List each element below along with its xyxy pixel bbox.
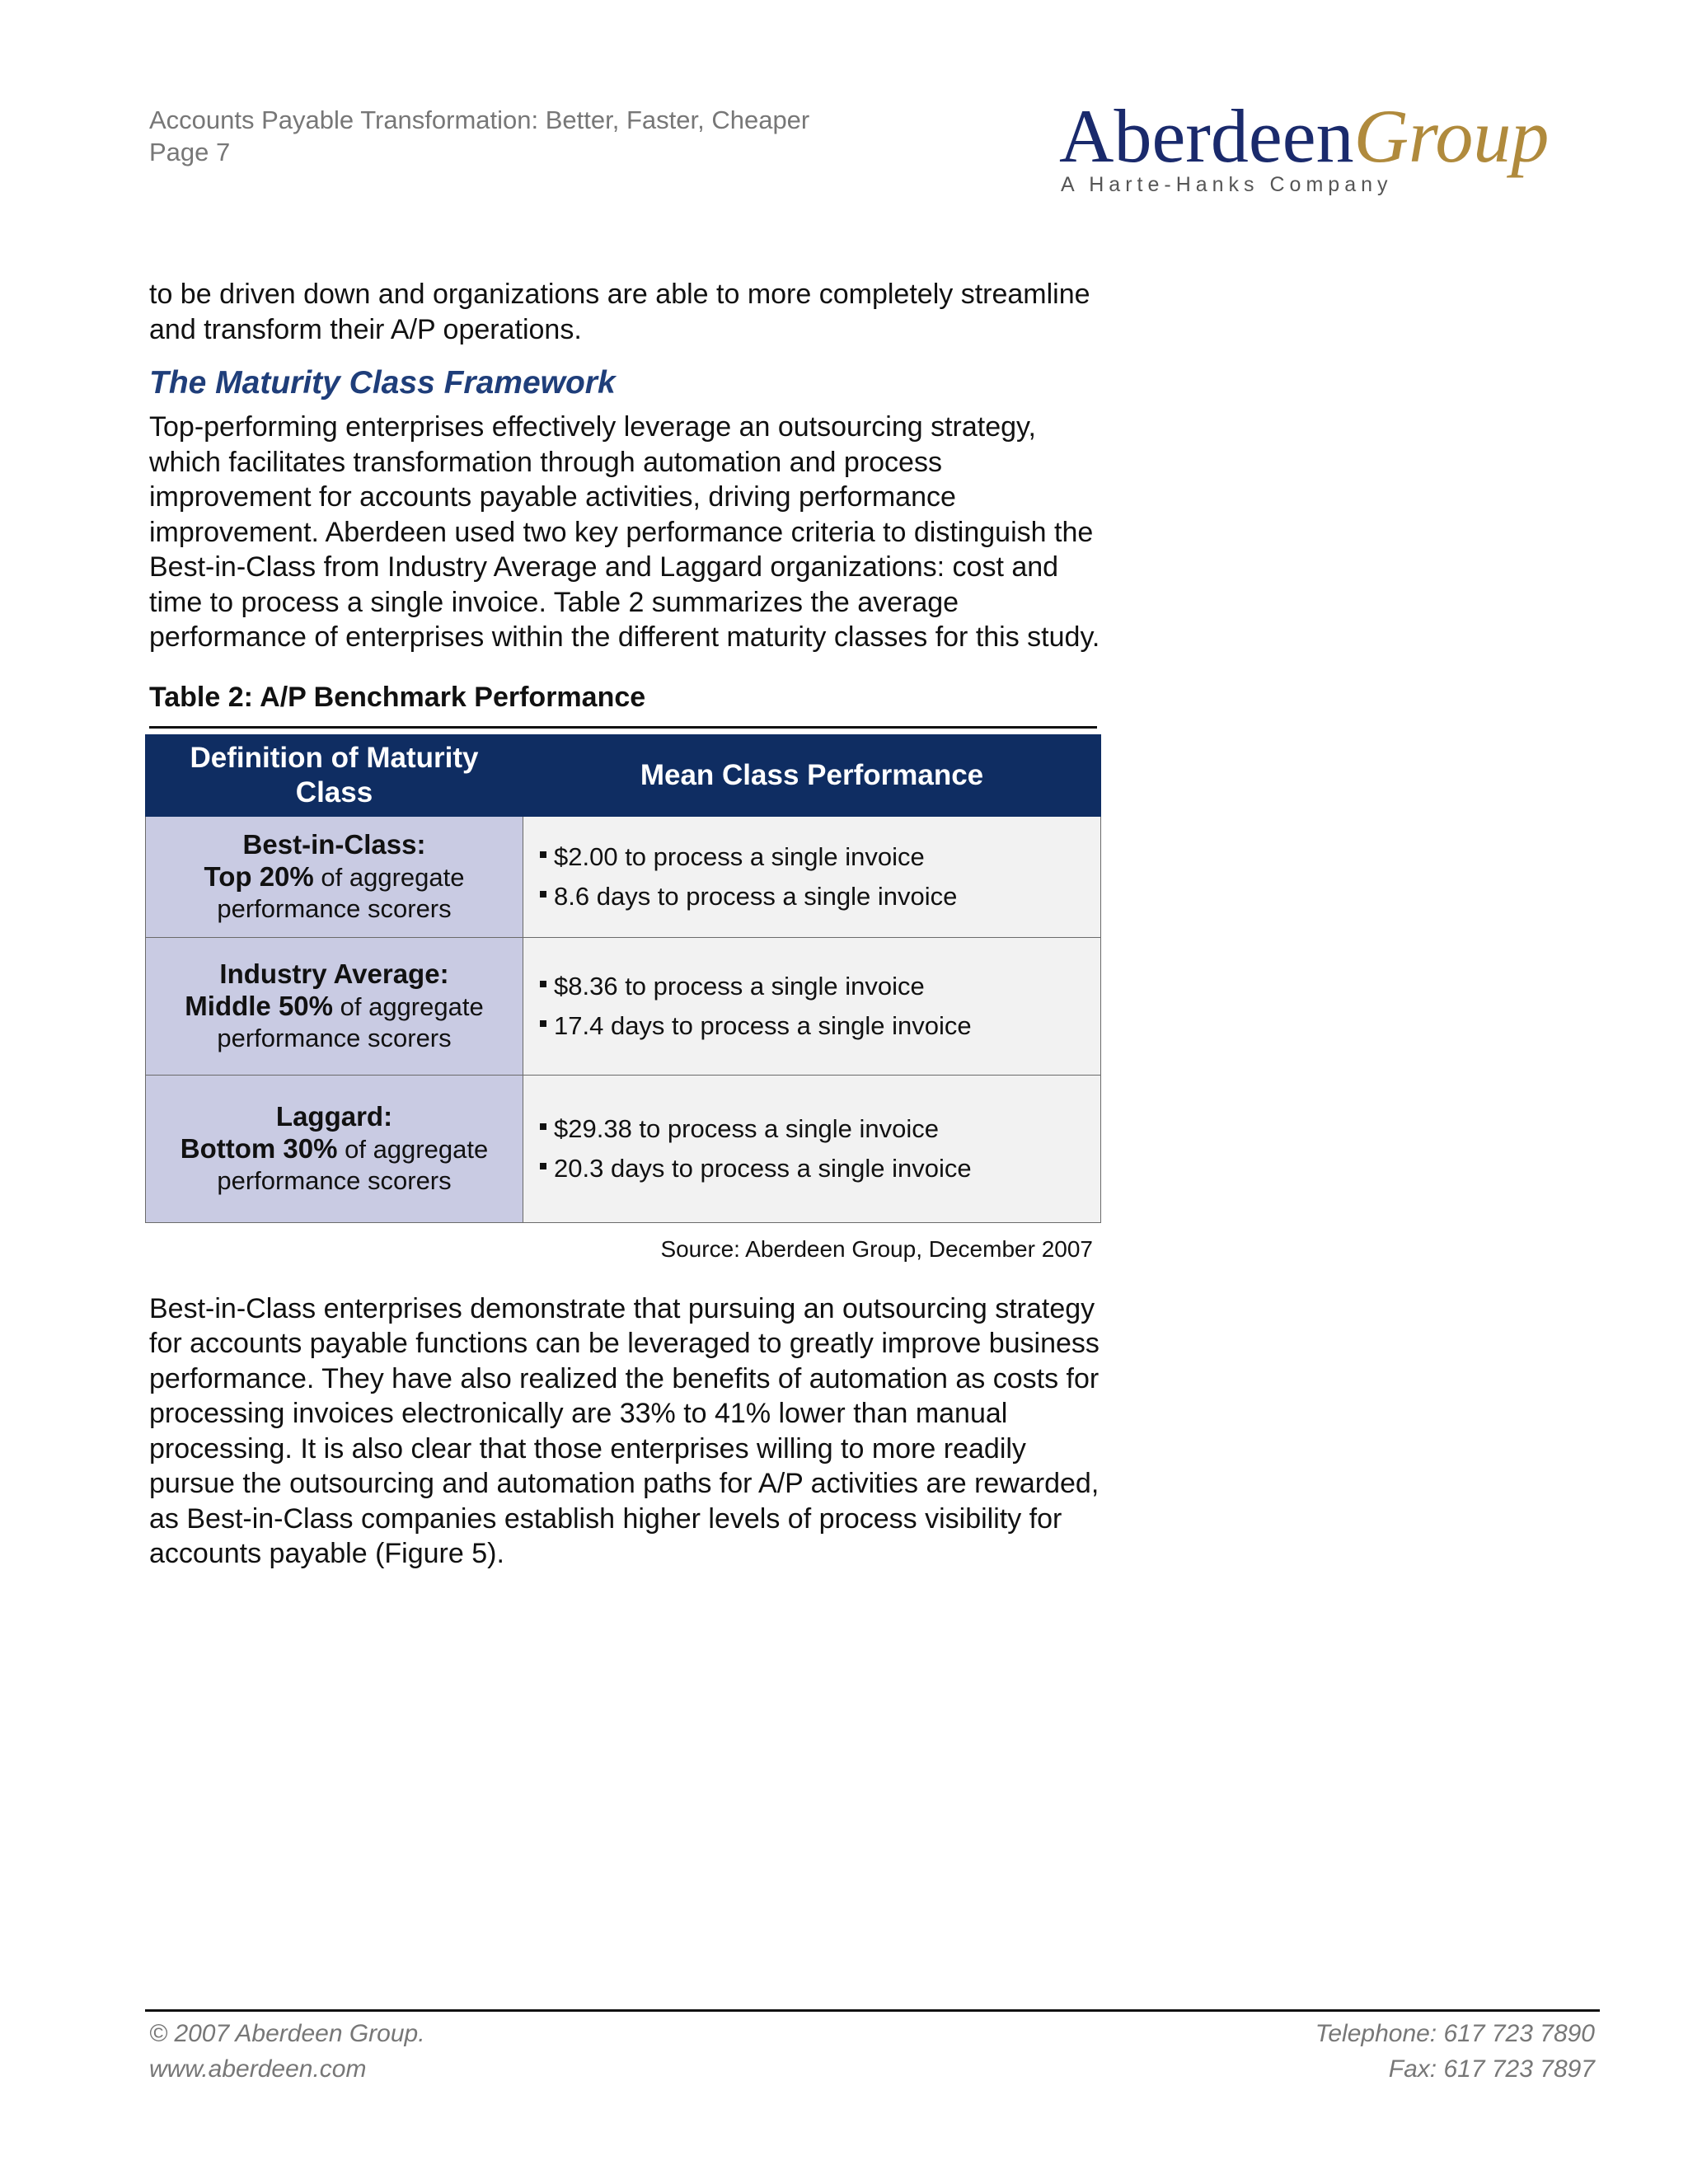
class-range: Top 20% bbox=[204, 860, 314, 892]
class-desc: of aggregate bbox=[337, 1134, 489, 1164]
bullet-item bbox=[540, 1151, 1084, 1187]
bullet-item bbox=[540, 1111, 1084, 1147]
aberdeen-group-logo bbox=[1059, 94, 1550, 197]
class-desc-line2: performance scorers bbox=[217, 1023, 452, 1052]
logo-name-part2: Group bbox=[1353, 94, 1550, 178]
benchmark-table bbox=[145, 734, 1101, 1223]
page-number: Page 7 bbox=[149, 138, 231, 166]
table-header-row bbox=[146, 734, 1101, 816]
table-source: Source: Aberdeen Group, December 2007 bbox=[660, 1235, 1093, 1262]
class-range: Bottom 30% bbox=[180, 1132, 338, 1164]
main-content bbox=[149, 277, 1105, 1572]
class-name: Best-in-Class: bbox=[242, 828, 426, 860]
table-row-best-in-class bbox=[146, 816, 1101, 937]
class-range: Middle 50% bbox=[185, 990, 333, 1021]
class-name: Laggard: bbox=[275, 1100, 393, 1132]
table-row-laggard bbox=[146, 1075, 1101, 1222]
class-desc: of aggregate bbox=[313, 862, 465, 892]
logo-name-part1: Aberdeen bbox=[1059, 94, 1354, 178]
logo-tagline: A Harte-Hanks Company bbox=[1061, 173, 1393, 196]
bullet-square-icon bbox=[540, 1123, 546, 1130]
bullet-item bbox=[540, 968, 1084, 1005]
footer-fax: Fax: 617 723 7897 bbox=[1388, 2055, 1595, 2083]
maturity-class-cell bbox=[146, 1075, 523, 1222]
body-paragraph-2: Best-in-Class enterprises demonstrate that pursuing an outsourcing strategy for accounts payable functions can be leveraged to greatly improve business performance. They have also realized the benefits of automation as costs for processing invoices electronically are 33% to 41% lower than manual processing. It is also clear that those enterprises willing to more readily pursue the outsourcing and automation paths for A/P activities are rewarded, as Best-in-Class companies establish higher levels of process visibility for accounts payable (Figure 5). bbox=[149, 1292, 1100, 1569]
performance-cell bbox=[523, 937, 1101, 1075]
class-desc-line2: performance scorers bbox=[217, 1165, 452, 1195]
class-name: Industry Average: bbox=[219, 958, 449, 989]
maturity-class-cell bbox=[146, 937, 523, 1075]
performance-cell bbox=[523, 816, 1101, 937]
bullet-text: 20.3 days to process a single invoice bbox=[554, 1153, 972, 1183]
bullet-text: $2.00 to process a single invoice bbox=[554, 841, 925, 871]
bullet-text: 8.6 days to process a single invoice bbox=[554, 881, 958, 911]
table-title: Table 2: A/P Benchmark Performance bbox=[149, 681, 646, 713]
document-title: Accounts Payable Transformation: Better, Faster, Cheaper bbox=[149, 105, 810, 134]
footer-copyright: © 2007 Aberdeen Group. bbox=[149, 2020, 425, 2047]
class-desc-line2: performance scorers bbox=[217, 893, 452, 923]
column-header-mean-performance: Mean Class Performance bbox=[523, 734, 1101, 816]
bullet-text: $8.36 to process a single invoice bbox=[554, 971, 925, 1001]
footer-divider bbox=[145, 2009, 1600, 2012]
section-heading: The Maturity Class Framework bbox=[149, 365, 616, 401]
bullet-square-icon bbox=[540, 1020, 546, 1027]
body-paragraph-1: Top-performing enterprises effectively leverage an outsourcing strategy, which facilitates transformation through automation and process improvement for accounts payable activities, driving performance improvement. Aberdeen used two key performance criteria to distinguish the Best-in-Class from Industry Average and Laggard organizations: cost and time to process a single invoice. Table 2 summarizes the average performance of enterprises within the different maturity classes for this study. bbox=[149, 411, 1100, 653]
bullet-square-icon bbox=[540, 981, 546, 987]
bullet-square-icon bbox=[540, 1163, 546, 1169]
footer-website-link[interactable]: www.aberdeen.com bbox=[149, 2055, 367, 2083]
page-header bbox=[149, 104, 809, 168]
bullet-square-icon bbox=[540, 851, 546, 858]
performance-cell bbox=[523, 1075, 1101, 1222]
logo-wordmark bbox=[1059, 94, 1550, 178]
table-title-rule bbox=[149, 726, 1097, 729]
bullet-item bbox=[540, 879, 1084, 915]
footer-left bbox=[149, 2016, 425, 2087]
table-row-industry-average bbox=[146, 937, 1101, 1075]
class-desc: of aggregate bbox=[333, 991, 484, 1021]
footer-right bbox=[1315, 2016, 1595, 2087]
bullet-text: 17.4 days to process a single invoice bbox=[554, 1010, 972, 1040]
maturity-class-cell bbox=[146, 816, 523, 937]
bullet-item bbox=[540, 1008, 1084, 1044]
footer-telephone: Telephone: 617 723 7890 bbox=[1315, 2020, 1595, 2047]
column-header-maturity-class: Definition of Maturity Class bbox=[146, 734, 523, 816]
bullet-item bbox=[540, 839, 1084, 875]
bullet-text: $29.38 to process a single invoice bbox=[554, 1113, 940, 1143]
bullet-square-icon bbox=[540, 891, 546, 898]
intro-paragraph: to be driven down and organizations are able to more completely streamline and transform their A/P operations. bbox=[149, 279, 1090, 345]
